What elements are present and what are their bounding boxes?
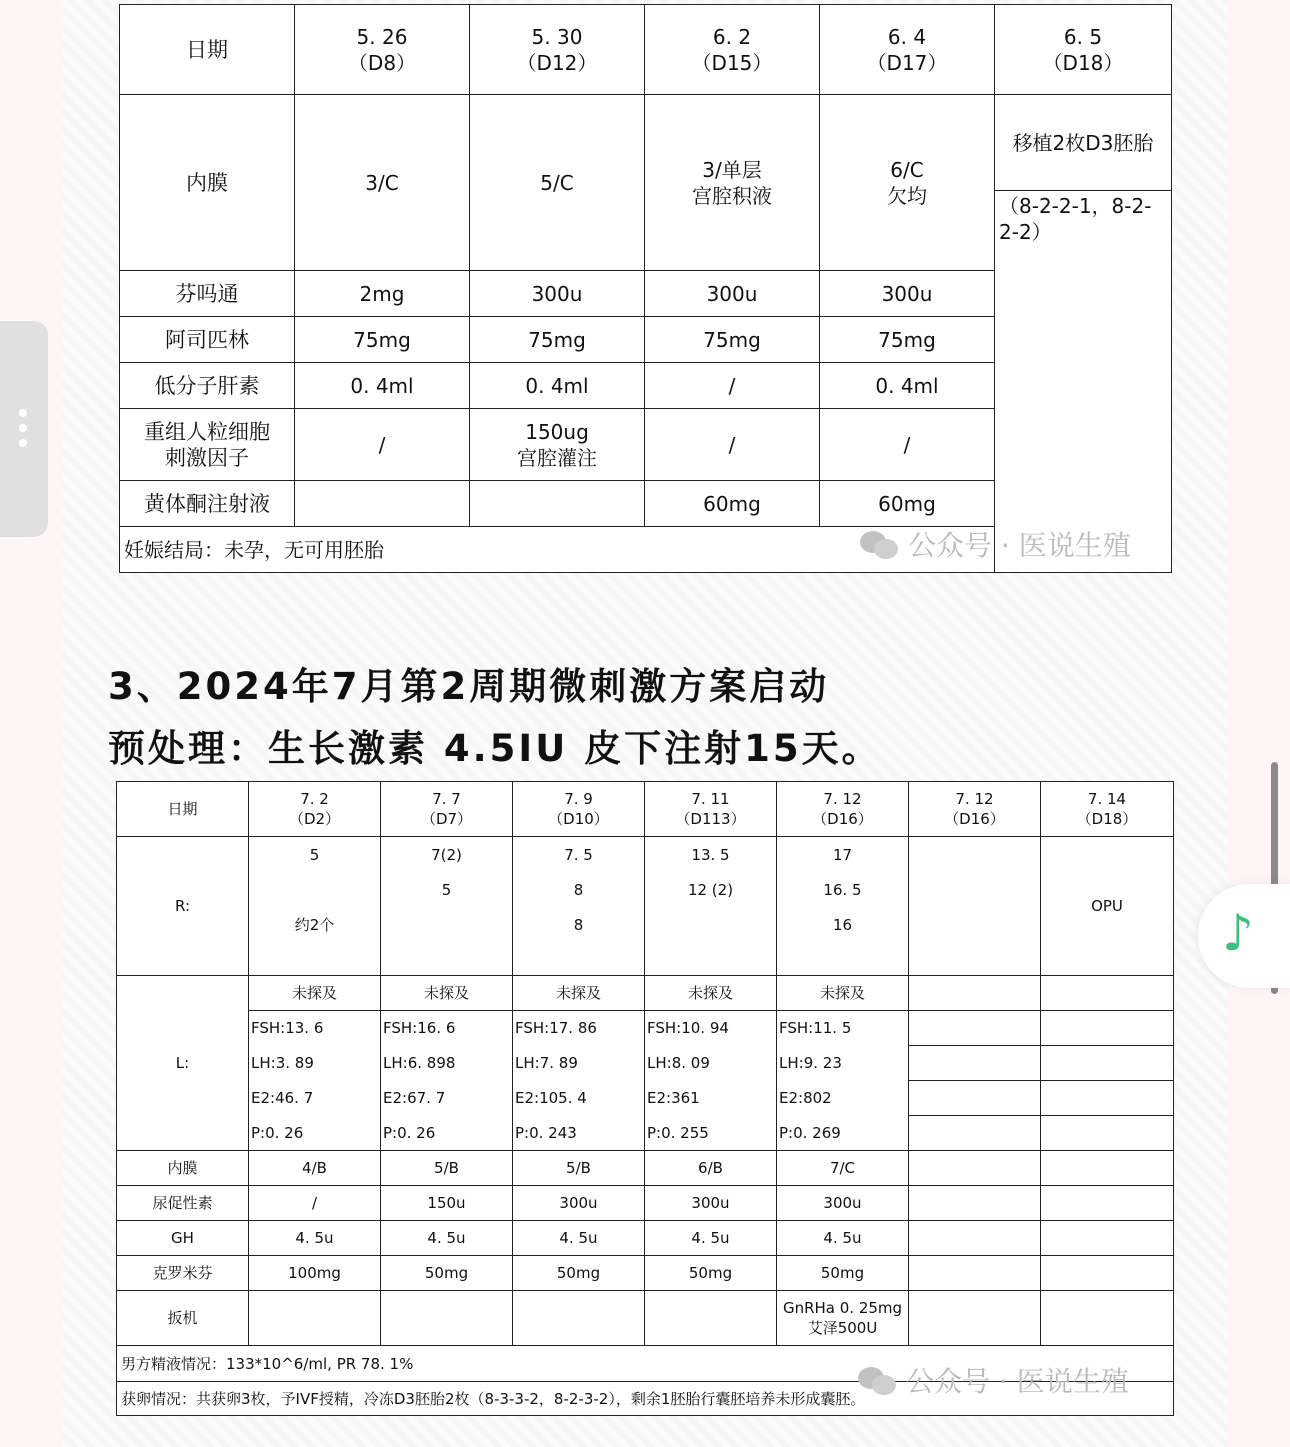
table-cell: 未探及 bbox=[381, 976, 513, 1011]
row-label: 重组人粒细胞 刺激因子 bbox=[120, 409, 295, 481]
table-cell: 16 bbox=[777, 907, 909, 943]
left-margin bbox=[0, 0, 62, 1447]
embryo-grade-cell: （8-2-2-1，8-2-2-2） bbox=[995, 191, 1172, 573]
table-cell: 6/C 欠均 bbox=[820, 95, 995, 271]
table-cell: 17 bbox=[777, 837, 909, 873]
table-cell: 3/C bbox=[295, 95, 470, 271]
luteal-support-table bbox=[119, 4, 1172, 573]
table-cell: 4. 5u bbox=[645, 1221, 777, 1256]
wechat-icon bbox=[858, 1365, 898, 1395]
oocyte-retrieval: 获卵情况：共获卵3枚，予IVF授精，冷冻D3胚胎2枚（8-3-3-2，8-2-3-2），剩余1胚胎行囊胚培养未形成囊胚。 bbox=[117, 1382, 1174, 1416]
table-cell: 50mg bbox=[777, 1256, 909, 1291]
table-cell: 16. 5 bbox=[777, 873, 909, 907]
p-value: P:0. 26 bbox=[249, 1116, 381, 1151]
date-cell: 7. 14 （D18） bbox=[1041, 782, 1174, 837]
watermark bbox=[858, 1360, 1129, 1400]
row-label: 黄体酮注射液 bbox=[120, 481, 295, 527]
table-cell: 300u bbox=[470, 271, 645, 317]
table-cell: 50mg bbox=[513, 1256, 645, 1291]
table-cell: 75mg bbox=[470, 317, 645, 363]
music-note-icon: ♪ bbox=[1222, 904, 1254, 962]
row-label: 低分子肝素 bbox=[120, 363, 295, 409]
table-cell bbox=[513, 1291, 645, 1346]
p-value: P:0. 26 bbox=[381, 1116, 513, 1151]
table-cell: 5/C bbox=[470, 95, 645, 271]
table-row bbox=[117, 1151, 1174, 1186]
table-row bbox=[117, 837, 1174, 873]
date-cell: 5. 26 （D8） bbox=[295, 5, 470, 95]
table-cell: 150ug 宫腔灌注 bbox=[470, 409, 645, 481]
row-label: 克罗米芬 bbox=[117, 1256, 249, 1291]
table-row bbox=[117, 976, 1174, 1011]
date-header: 日期 bbox=[117, 782, 249, 837]
table-cell: 300u bbox=[645, 271, 820, 317]
table-cell bbox=[249, 1291, 381, 1346]
lh-value: LH:9. 23 bbox=[777, 1046, 909, 1081]
row-label: 扳机 bbox=[117, 1291, 249, 1346]
table-cell: 300u bbox=[777, 1186, 909, 1221]
table-cell: 4/B bbox=[249, 1151, 381, 1186]
table-cell: OPU bbox=[1041, 837, 1174, 976]
table-cell bbox=[909, 1151, 1041, 1186]
fsh-value: FSH:13. 6 bbox=[249, 1011, 381, 1046]
table-cell bbox=[909, 837, 1041, 976]
table-cell bbox=[381, 943, 513, 976]
table-cell: 0. 4ml bbox=[295, 363, 470, 409]
row-label: GH bbox=[117, 1221, 249, 1256]
table-cell bbox=[295, 481, 470, 527]
table-cell: 8 bbox=[513, 907, 645, 943]
date-header: 日期 bbox=[120, 5, 295, 95]
table-cell: 7(2) bbox=[381, 837, 513, 873]
table-cell: 7/C bbox=[777, 1151, 909, 1186]
right-margin bbox=[1228, 0, 1290, 1447]
table-cell: 0. 4ml bbox=[820, 363, 995, 409]
trigger-cell: GnRHa 0. 25mg 艾泽500U bbox=[777, 1291, 909, 1346]
date-cell: 7. 12 （D16） bbox=[777, 782, 909, 837]
table-row bbox=[120, 5, 1172, 95]
table-cell: 未探及 bbox=[645, 976, 777, 1011]
watermark-text: 公众号 · 医说生殖 bbox=[908, 529, 1131, 562]
table-cell bbox=[1041, 1256, 1174, 1291]
fsh-value: FSH:16. 6 bbox=[381, 1011, 513, 1046]
table-cell: 5 bbox=[249, 837, 381, 873]
table-cell: / bbox=[645, 409, 820, 481]
date-cell: 7. 9 （D10） bbox=[513, 782, 645, 837]
row-label: 尿促性素 bbox=[117, 1186, 249, 1221]
right-ovary-label: R: bbox=[117, 837, 249, 976]
date-cell: 6. 4 （D17） bbox=[820, 5, 995, 95]
table-row bbox=[117, 782, 1174, 837]
p-value: P:0. 243 bbox=[513, 1116, 645, 1151]
table-cell bbox=[909, 1046, 1041, 1081]
date-cell: 5. 30 （D12） bbox=[470, 5, 645, 95]
e2-value: E2:67. 7 bbox=[381, 1081, 513, 1116]
p-value: P:0. 255 bbox=[645, 1116, 777, 1151]
table-cell: 5 bbox=[381, 873, 513, 907]
table-cell: 100mg bbox=[249, 1256, 381, 1291]
fsh-value: FSH:10. 94 bbox=[645, 1011, 777, 1046]
fsh-value: FSH:17. 86 bbox=[513, 1011, 645, 1046]
table-cell: 50mg bbox=[381, 1256, 513, 1291]
table-cell bbox=[249, 873, 381, 907]
endometrium-label: 内膜 bbox=[120, 95, 295, 271]
e2-value: E2:361 bbox=[645, 1081, 777, 1116]
table-cell: 50mg bbox=[645, 1256, 777, 1291]
stimulation-table bbox=[116, 781, 1174, 1416]
table-cell: 0. 4ml bbox=[470, 363, 645, 409]
table-cell bbox=[1041, 1081, 1174, 1116]
table-cell bbox=[1041, 1011, 1174, 1046]
watermark-text: 公众号 · 医说生殖 bbox=[906, 1365, 1129, 1398]
table-cell bbox=[909, 1116, 1041, 1151]
table-cell bbox=[513, 943, 645, 976]
more-dots-icon bbox=[19, 409, 27, 454]
table-cell: 4. 5u bbox=[249, 1221, 381, 1256]
e2-value: E2:802 bbox=[777, 1081, 909, 1116]
table-cell: 5/B bbox=[381, 1151, 513, 1186]
table-cell bbox=[909, 1221, 1041, 1256]
table-cell bbox=[909, 1011, 1041, 1046]
table-cell: 3/单层 宫腔积液 bbox=[645, 95, 820, 271]
table-cell bbox=[470, 481, 645, 527]
table-cell bbox=[381, 907, 513, 943]
table-cell: 4. 5u bbox=[777, 1221, 909, 1256]
table-row bbox=[117, 1291, 1174, 1346]
table-cell bbox=[909, 1081, 1041, 1116]
watermark bbox=[860, 524, 1131, 564]
table-row bbox=[117, 1046, 1174, 1081]
p-value: P:0. 269 bbox=[777, 1116, 909, 1151]
table-cell: 13. 5 bbox=[645, 837, 777, 873]
side-drawer-handle[interactable] bbox=[0, 321, 48, 537]
section-heading: 3、2024年7月第2周期微刺激方案启动 bbox=[108, 665, 830, 708]
wechat-icon bbox=[860, 529, 900, 559]
table-cell: 150u bbox=[381, 1186, 513, 1221]
date-cell: 6. 5 （D18） bbox=[995, 5, 1172, 95]
table-row bbox=[120, 95, 1172, 191]
left-ovary-label: L: bbox=[117, 976, 249, 1151]
table-cell: 2mg bbox=[295, 271, 470, 317]
table-cell: 300u bbox=[820, 271, 995, 317]
date-cell: 7. 11 （D113） bbox=[645, 782, 777, 837]
table-cell: 8 bbox=[513, 873, 645, 907]
table-cell: 60mg bbox=[820, 481, 995, 527]
table-cell: 未探及 bbox=[513, 976, 645, 1011]
date-cell: 7. 7 （D7） bbox=[381, 782, 513, 837]
table-cell: 7. 5 bbox=[513, 837, 645, 873]
pretreatment-heading: 预处理：生长激素 4.5IU 皮下注射15天。 bbox=[108, 727, 882, 770]
table-row bbox=[117, 1256, 1174, 1291]
table-cell: 75mg bbox=[820, 317, 995, 363]
table-cell bbox=[1041, 1221, 1174, 1256]
row-label: 内膜 bbox=[117, 1151, 249, 1186]
date-cell: 7. 2 （D2） bbox=[249, 782, 381, 837]
table-cell bbox=[645, 907, 777, 943]
table-cell: 未探及 bbox=[249, 976, 381, 1011]
table-cell bbox=[645, 943, 777, 976]
table-cell bbox=[1041, 1046, 1174, 1081]
table-cell bbox=[1041, 1186, 1174, 1221]
lh-value: LH:8. 09 bbox=[645, 1046, 777, 1081]
table-row bbox=[117, 1081, 1174, 1116]
table-cell bbox=[909, 976, 1041, 1011]
table-cell bbox=[1041, 1116, 1174, 1151]
table-cell: 6/B bbox=[645, 1151, 777, 1186]
table-cell bbox=[381, 1291, 513, 1346]
table-cell bbox=[1041, 1151, 1174, 1186]
table-cell bbox=[645, 1291, 777, 1346]
lh-value: LH:3. 89 bbox=[249, 1046, 381, 1081]
fsh-value: FSH:11. 5 bbox=[777, 1011, 909, 1046]
table-row bbox=[117, 1011, 1174, 1046]
lh-value: LH:6. 898 bbox=[381, 1046, 513, 1081]
table-row bbox=[117, 1116, 1174, 1151]
table-cell bbox=[1041, 976, 1174, 1011]
table-cell bbox=[249, 943, 381, 976]
table-cell: 5/B bbox=[513, 1151, 645, 1186]
table-cell: 4. 5u bbox=[381, 1221, 513, 1256]
table-cell: 300u bbox=[645, 1186, 777, 1221]
date-cell: 6. 2 （D15） bbox=[645, 5, 820, 95]
table-cell: / bbox=[249, 1186, 381, 1221]
table-cell bbox=[1041, 1291, 1174, 1346]
e2-value: E2:46. 7 bbox=[249, 1081, 381, 1116]
lh-value: LH:7. 89 bbox=[513, 1046, 645, 1081]
table-cell bbox=[909, 1291, 1041, 1346]
table-cell: 60mg bbox=[645, 481, 820, 527]
table-row bbox=[117, 1221, 1174, 1256]
table-cell: 75mg bbox=[645, 317, 820, 363]
row-label: 芬吗通 bbox=[120, 271, 295, 317]
table-cell: 4. 5u bbox=[513, 1221, 645, 1256]
transfer-cell: 移植2枚D3胚胎 bbox=[995, 95, 1172, 191]
table-cell: 未探及 bbox=[777, 976, 909, 1011]
table-cell: / bbox=[645, 363, 820, 409]
table-cell: 75mg bbox=[295, 317, 470, 363]
table-cell bbox=[777, 943, 909, 976]
pregnancy-outcome: 妊娠结局：未孕，无可用胚胎 bbox=[120, 527, 1172, 573]
table-cell: 300u bbox=[513, 1186, 645, 1221]
date-cell: 7. 12 （D16） bbox=[909, 782, 1041, 837]
semen-analysis: 男方精液情况：133*10^6/ml, PR 78. 1% bbox=[117, 1346, 1174, 1382]
e2-value: E2:105. 4 bbox=[513, 1081, 645, 1116]
row-label: 阿司匹林 bbox=[120, 317, 295, 363]
table-cell: / bbox=[820, 409, 995, 481]
table-cell: 约2个 bbox=[249, 907, 381, 943]
table-cell: / bbox=[295, 409, 470, 481]
table-cell bbox=[909, 1256, 1041, 1291]
table-row bbox=[117, 1186, 1174, 1221]
table-cell bbox=[909, 1186, 1041, 1221]
table-cell: 12 (2) bbox=[645, 873, 777, 907]
